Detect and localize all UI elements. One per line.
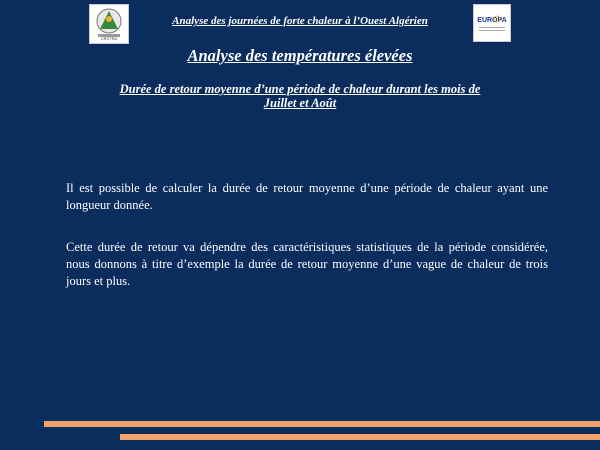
subtitle-line-1: Durée de retour moyenne d’une période de chaleur durant les mois de (119, 82, 481, 96)
svg-text:CRSTRA: CRSTRA (100, 36, 118, 41)
paragraph-1: Il est possible de calculer la durée de retour moyenne d’une période de chaleur ayant une longueur donnée. (66, 181, 548, 212)
header-title: Analyse des journées de forte chaleur à l’Ouest Algérien (172, 15, 428, 27)
europa-logo (473, 4, 511, 42)
crstra-logo-icon (90, 5, 128, 43)
subtitle-line-2: Juillet et Août (263, 96, 337, 110)
decorative-bar-bottom (120, 434, 600, 440)
paragraph-2: Cette durée de retour va dépendre des caractéristiques statistiques de la période considérée, nous donnons à titre d’exemple la durée de retour moyenne d’une vague de chaleur de trois jours et plus. (66, 240, 548, 288)
slide-title: Analyse des températures élevées (187, 46, 413, 65)
europa-logo-icon (474, 5, 510, 41)
slide-subtitle (90, 82, 510, 110)
crstra-logo (89, 4, 129, 44)
decorative-bar-top (44, 421, 600, 427)
svg-text:EUROPA: EUROPA (477, 17, 507, 24)
